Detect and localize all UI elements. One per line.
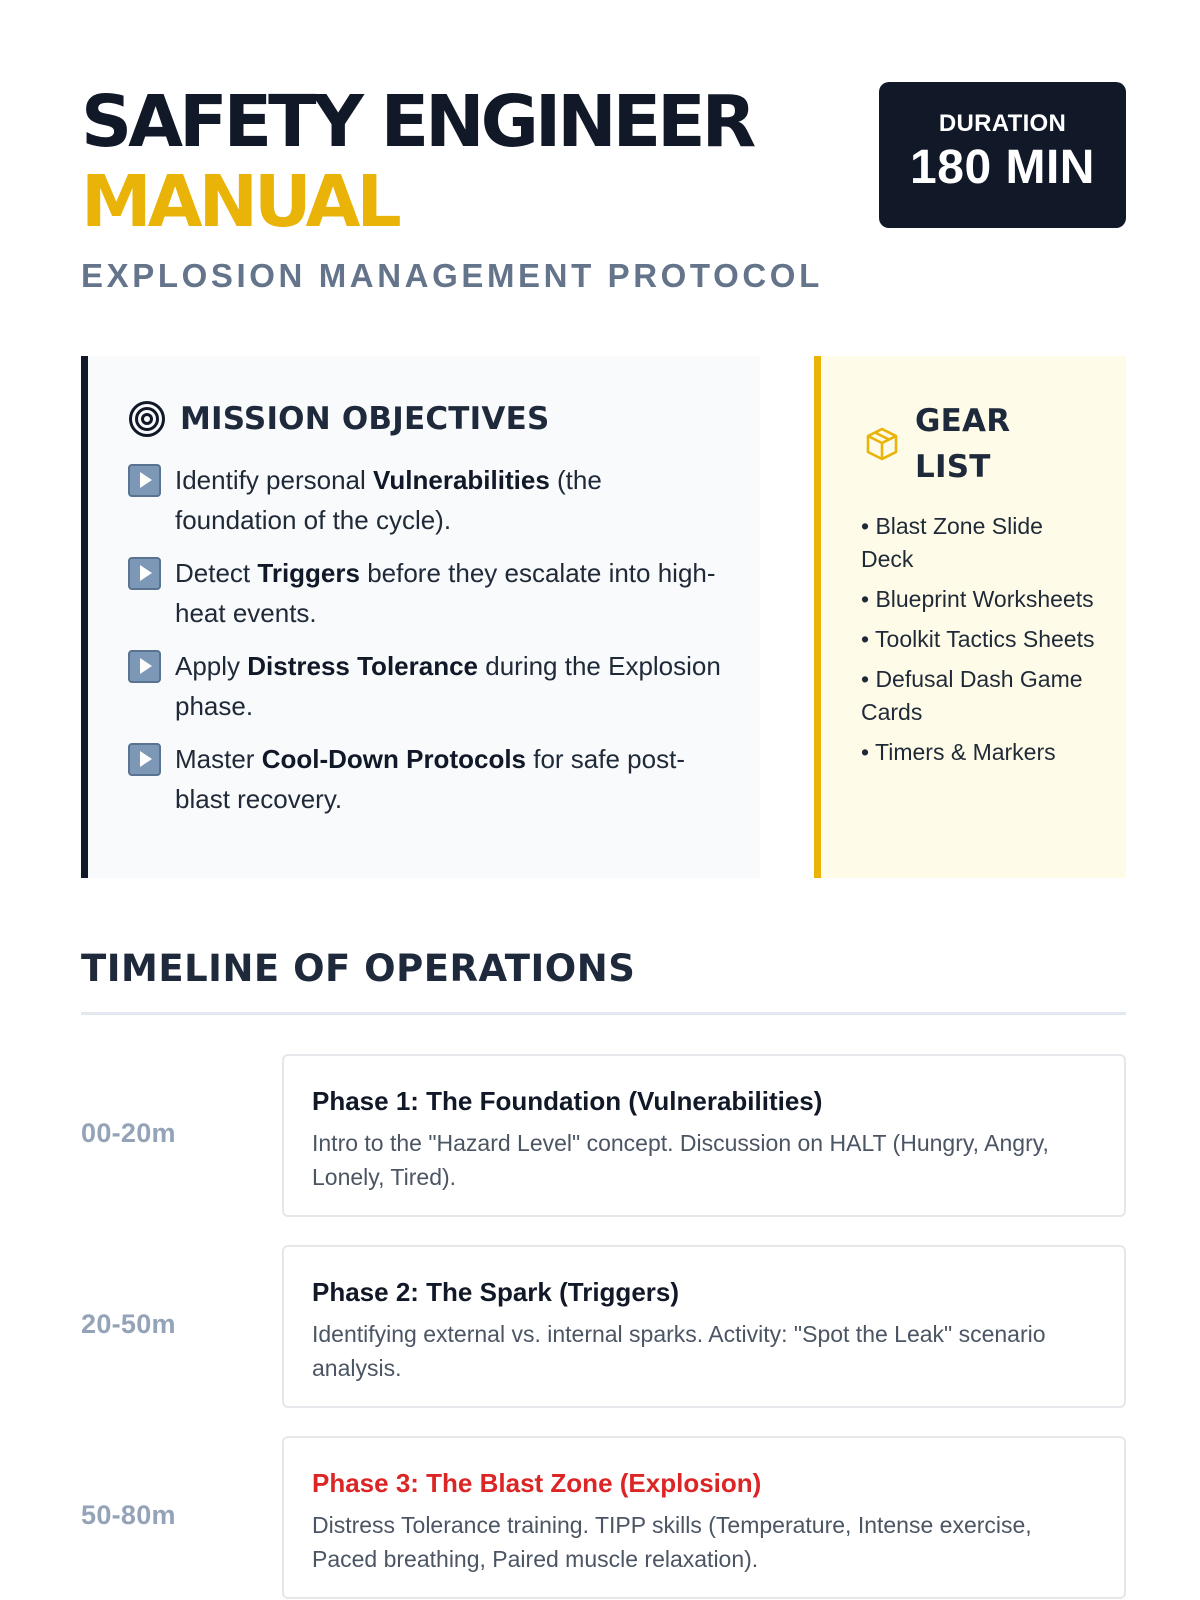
gear-list-title: GEAR LIST bbox=[915, 403, 1011, 485]
phase-description: Identifying external vs. internal sparks. Activity: "Spot the Leak" scenario analysis. bbox=[312, 1321, 1046, 1381]
phase-card bbox=[282, 1054, 1126, 1217]
manual-page bbox=[81, 0, 1126, 1600]
timeline-divider bbox=[81, 1012, 1126, 1015]
play-icon bbox=[128, 743, 161, 776]
objective-item bbox=[128, 739, 728, 819]
objective-item bbox=[128, 553, 728, 633]
objective-text: Detect Triggers before they escalate into high-heat events. bbox=[175, 558, 716, 628]
mission-objectives-panel bbox=[81, 356, 760, 878]
phase-card bbox=[282, 1436, 1126, 1599]
gear-item: • Timers & Markers bbox=[861, 739, 1056, 765]
objective-item bbox=[128, 646, 728, 726]
play-icon bbox=[128, 650, 161, 683]
gear-list-header bbox=[863, 398, 1055, 490]
page-title-accent: MANUAL bbox=[81, 160, 398, 243]
phase-card bbox=[282, 1245, 1126, 1408]
duration-value: 180 MIN bbox=[910, 141, 1095, 194]
objective-text: Apply Distress Tolerance during the Explosion phase. bbox=[175, 651, 721, 721]
gear-list-panel bbox=[814, 356, 1126, 878]
timeline-time: 20-50m bbox=[81, 1309, 176, 1339]
gear-item: • Blueprint Worksheets bbox=[861, 586, 1094, 612]
duration-badge bbox=[879, 82, 1126, 228]
gear-items bbox=[861, 510, 1101, 776]
timeline-time: 00-20m bbox=[81, 1118, 176, 1148]
phase-title: Phase 2: The Spark (Triggers) bbox=[312, 1277, 680, 1307]
phase-title: Phase 3: The Blast Zone (Explosion) bbox=[312, 1468, 762, 1498]
timeline-title: TIMELINE OF OPERATIONS bbox=[81, 947, 636, 990]
mission-objectives-title: MISSION OBJECTIVES bbox=[180, 401, 550, 437]
mission-objectives-header bbox=[128, 400, 550, 438]
phase-title: Phase 1: The Foundation (Vulnerabilities) bbox=[312, 1086, 823, 1116]
play-icon bbox=[128, 464, 161, 497]
phase-description: Intro to the "Hazard Level" concept. Discussion on HALT (Hungry, Angry, Lonely, Tired). bbox=[312, 1130, 1049, 1190]
objectives-list bbox=[128, 460, 728, 832]
header bbox=[81, 82, 1126, 302]
duration-label: DURATION bbox=[938, 110, 1067, 137]
gear-item: • Blast Zone Slide Deck bbox=[861, 513, 1043, 572]
objective-text: Master Cool-Down Protocols for safe post-blast recovery. bbox=[175, 744, 685, 814]
gear-item: • Defusal Dash Game Cards bbox=[861, 666, 1083, 725]
page-subtitle: EXPLOSION MANAGEMENT PROTOCOL bbox=[81, 257, 823, 294]
timeline-time: 50-80m bbox=[81, 1500, 176, 1530]
objective-text: Identify personal Vulnerabilities (the foundation of the cycle). bbox=[175, 465, 602, 535]
target-icon bbox=[128, 400, 166, 438]
phase-description: Distress Tolerance training. TIPP skills (Temperature, Intense exercise, Paced breathing, Paired muscle relaxation). bbox=[312, 1512, 1032, 1572]
gear-item: • Toolkit Tactics Sheets bbox=[861, 626, 1095, 652]
objective-item bbox=[128, 460, 728, 540]
play-icon bbox=[128, 557, 161, 590]
page-title: SAFETY ENGINEER bbox=[81, 80, 753, 163]
box-icon bbox=[863, 425, 901, 463]
